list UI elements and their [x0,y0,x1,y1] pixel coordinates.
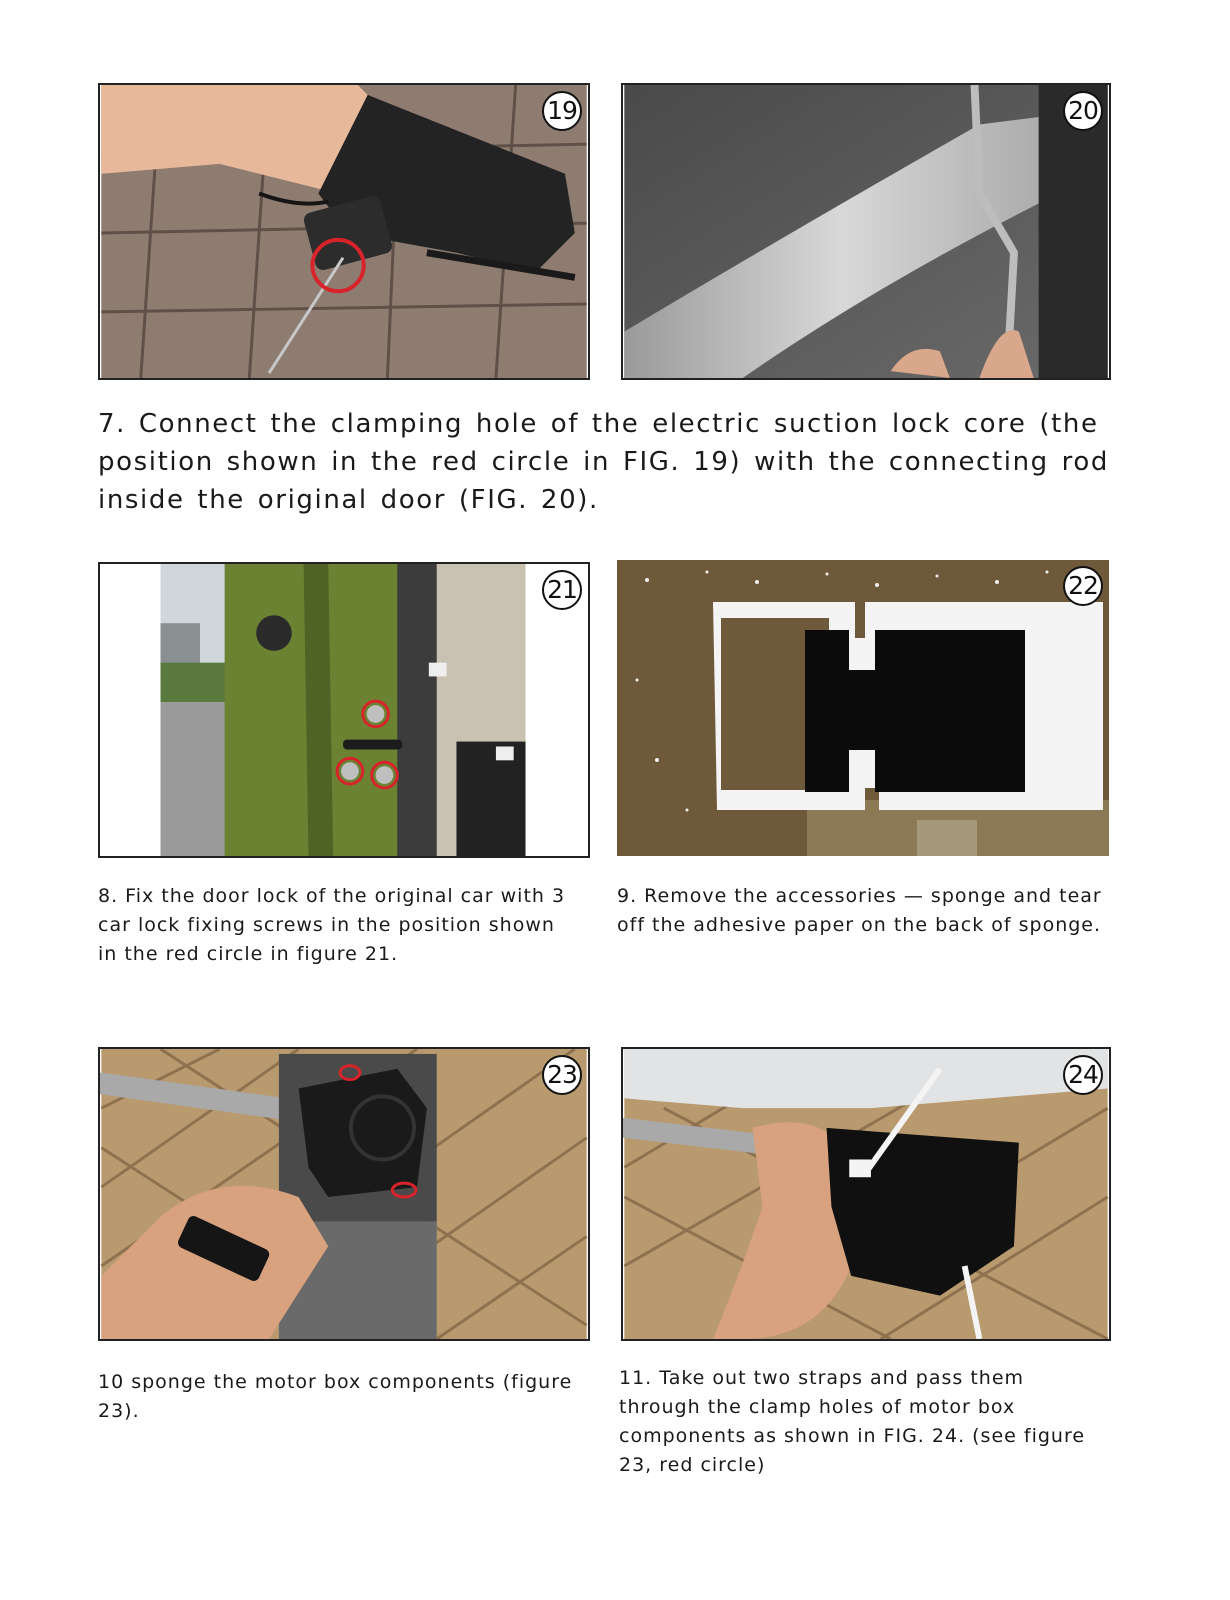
figure-19 [98,83,590,380]
figure-20 [621,83,1111,380]
step-10-text: 10 sponge the motor box components (figure 23). [98,1371,573,1422]
figure-23 [98,1047,590,1341]
figure-number-badge: 21 [542,570,582,610]
figure-22-photo [617,560,1109,856]
figure-number-badge: 19 [542,91,582,131]
figure-number-badge: 23 [542,1055,582,1095]
figure-19-photo [100,85,588,378]
step-11-text: 11. Take out two straps and pass them through the clamp holes of motor box components as shown in FIG. 24. (see figure 23, red circle) [619,1367,1086,1476]
step-8-text: 8. Fix the door lock of the original car with 3 car lock fixing screws in the position shown in the red circle in figure 21. [98,885,566,965]
figure-24-photo [623,1049,1109,1339]
figure-21-photo [100,564,588,856]
figure-24 [621,1047,1111,1341]
figure-number-badge: 20 [1063,91,1103,131]
figure-23-photo [100,1049,588,1339]
step-7-text: 7. Connect the clamping hole of the electric suction lock core (the position shown in the red circle in FIG. 19) with the connecting rod inside the original door (FIG. 20). [98,409,1109,515]
figure-20-photo [623,85,1109,378]
step-9-text: 9. Remove the accessories — sponge and tear off the adhesive paper on the back of sponge. [617,885,1102,936]
figure-21 [98,562,590,858]
figure-22 [617,560,1109,856]
figure-number-badge: 22 [1063,566,1103,606]
figure-number-badge: 24 [1063,1055,1103,1095]
